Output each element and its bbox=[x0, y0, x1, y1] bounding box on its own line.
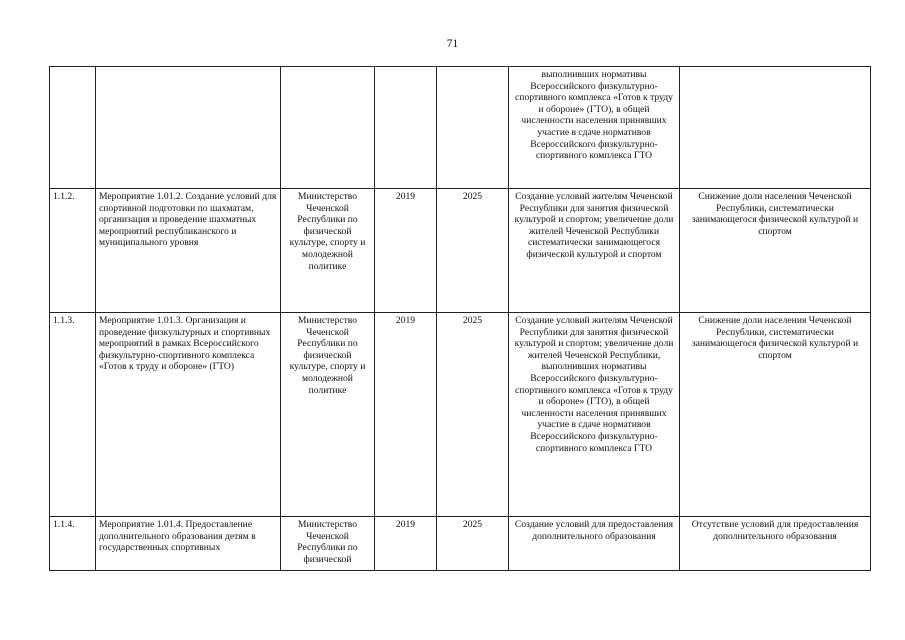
start-year-cell: 2019 bbox=[375, 313, 437, 517]
start-year-cell: 2019 bbox=[375, 517, 437, 571]
row-number bbox=[50, 67, 96, 189]
start-year-cell: 2019 bbox=[375, 189, 437, 313]
consequence-cell: Снижение доли населения Чеченской Республики, систематически занимающегося физической культурой и спортом bbox=[680, 313, 871, 517]
end-year-cell bbox=[437, 67, 509, 189]
result-cell: выполнивших нормативы Всероссийского физкультурно-спортивного комплекса «Готов к труду и обороне» (ГТО), в общей численности населения принявших участие в сдаче нормативов Всероссийского физкультурно-спортивного комплекса ГТО bbox=[509, 67, 680, 189]
table-row bbox=[50, 313, 871, 517]
executor-cell: Министерство Чеченской Республики по физической культуре, спорту и молодежной политике bbox=[281, 313, 375, 517]
end-year-cell: 2025 bbox=[437, 313, 509, 517]
start-year-cell bbox=[375, 67, 437, 189]
row-number: 1.1.2. bbox=[50, 189, 96, 313]
event-cell bbox=[96, 67, 281, 189]
event-cell: Мероприятие 1.01.2. Создание условий для спортивной подготовки по шахматам, организация и проведение шахматных мероприятий республиканского и муниципального уровня bbox=[96, 189, 281, 313]
event-text: Мероприятие 1.01.4. Предоставление дополнительного образования детям в государственных спортивных bbox=[99, 519, 256, 554]
consequence-cell: Снижение доли населения Чеченской Республики, систематически занимающегося физической культурой и спортом bbox=[680, 189, 871, 313]
executor-text: Министерство Чеченской Республики по физической bbox=[297, 519, 358, 565]
row-number: 1.1.3. bbox=[50, 313, 96, 517]
end-year-cell: 2025 bbox=[437, 517, 509, 571]
row-number: 1.1.4. bbox=[50, 517, 96, 571]
result-cell: Создание условий для предоставления дополнительного образования bbox=[509, 517, 680, 571]
consequence-cell: Отсутствие условий для предоставления дополнительного образования bbox=[680, 517, 871, 571]
executor-cell bbox=[281, 517, 375, 571]
event-cell: Мероприятие 1.01.3. Организация и проведение физкультурных и спортивных мероприятий в рамках Всероссийского физкультурно-спортивного комплекса «Готов к труду и обороне» (ГТО) bbox=[96, 313, 281, 517]
table-row bbox=[50, 189, 871, 313]
result-cell: Создание условий жителям Чеченской Республики для занятия физической культурой и спортом; увеличение доли жителей Чеченской Республики систематически занимающегося физической культурой и спортом bbox=[509, 189, 680, 313]
table-row bbox=[50, 517, 871, 571]
event-cell bbox=[96, 517, 281, 571]
consequence-cell bbox=[680, 67, 871, 189]
result-cell: Создание условий жителям Чеченской Республики для занятия физической культурой и спортом; увеличение доли жителей Чеченской Республики, выполнивших нормативы Всероссийского физкультурно-спортивного комплекса «Готов к труду и обороне» (ГТО), в общей численности населения принявших участие в сдаче нормативов Всероссийского физкультурно-спортивного комплекса ГТО bbox=[509, 313, 680, 517]
page-number: 71 bbox=[446, 38, 459, 50]
measures-table bbox=[49, 66, 871, 571]
executor-cell: Министерство Чеченской Республики по физической культуре, спорту и молодежной политике bbox=[281, 189, 375, 313]
executor-cell bbox=[281, 67, 375, 189]
table-row bbox=[50, 67, 871, 189]
end-year-cell: 2025 bbox=[437, 189, 509, 313]
